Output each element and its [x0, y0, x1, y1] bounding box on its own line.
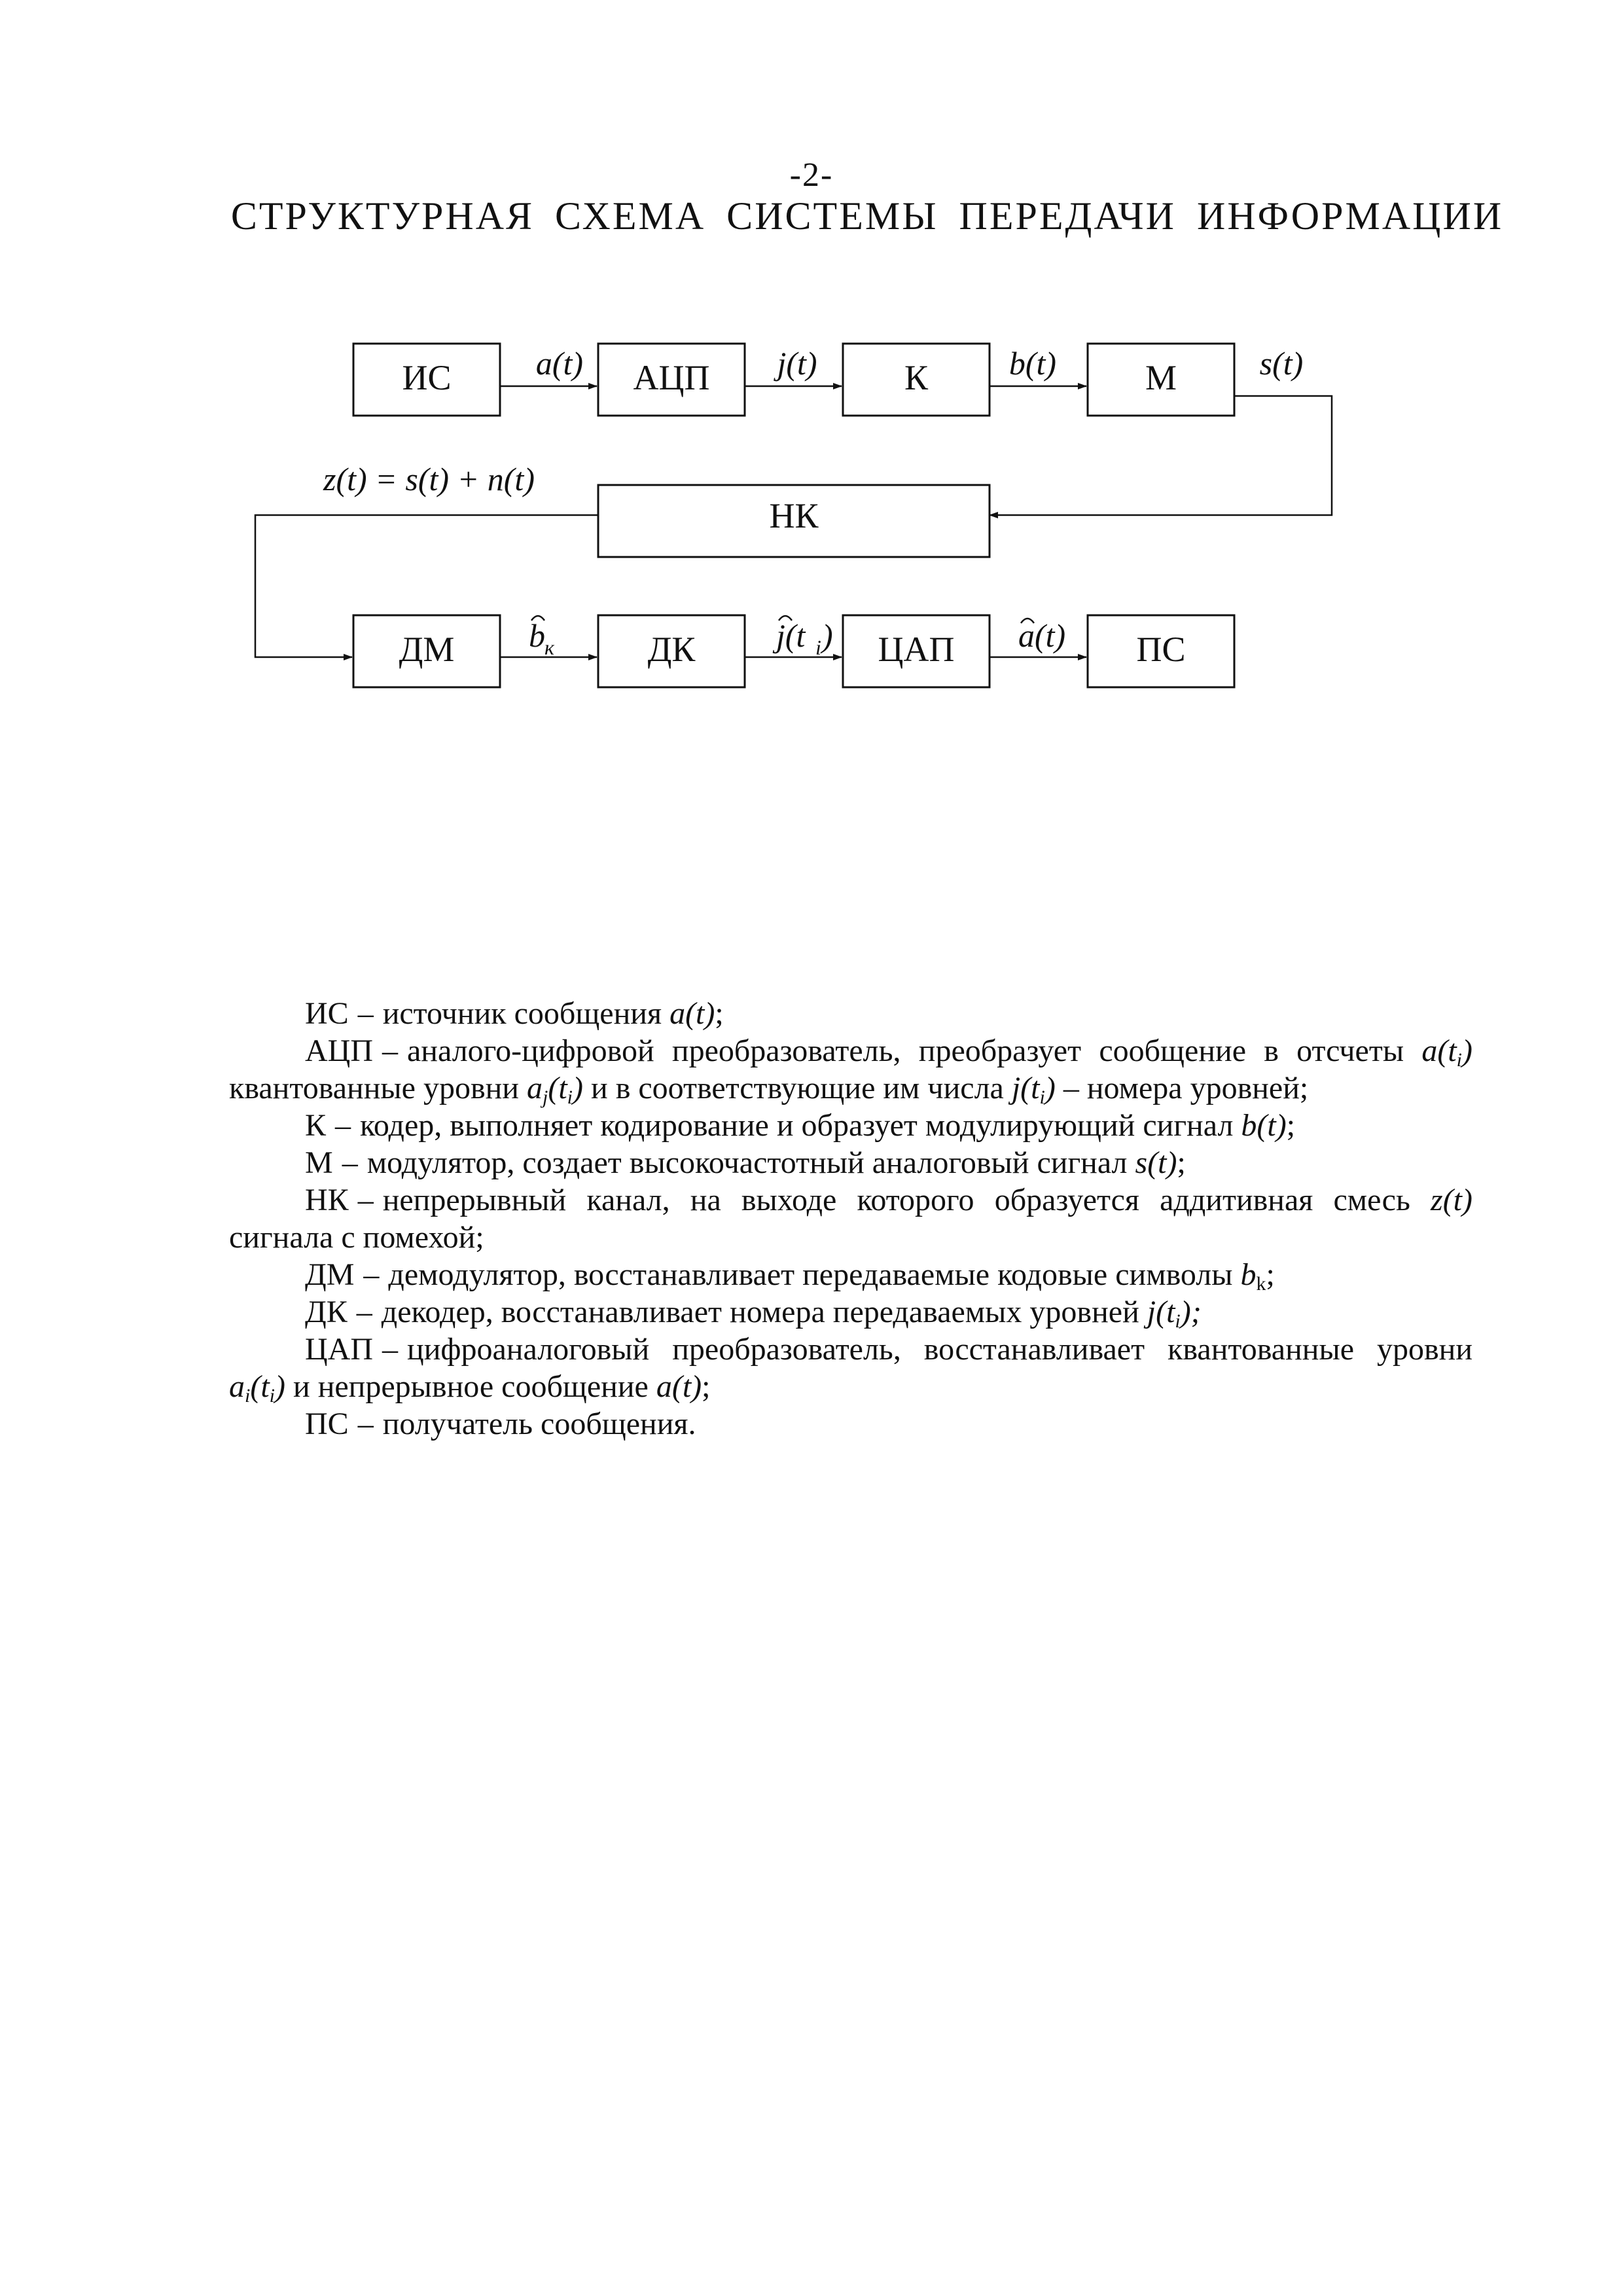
signal-a-t-hat-main: a(t) — [1018, 617, 1066, 654]
block-ps-label: ПС — [1136, 630, 1186, 669]
signal-j-ti-hat-close: ) — [822, 617, 833, 654]
legend-sym1-acp: a(t — [1421, 1033, 1457, 1068]
block-m-label: М — [1145, 358, 1177, 397]
signal-b-k-hat-sub: к — [544, 636, 554, 659]
legend-sym2-end-acp: ) — [573, 1071, 583, 1105]
signal-j-ti-hat-sub: i — [815, 636, 821, 659]
legend-sym1-sub2-cap: i — [269, 1385, 276, 1407]
legend-dash-m: – — [342, 1145, 358, 1180]
signal-j-ti-hat-main: j(t — [776, 617, 806, 654]
legend-text-m: модулятор, создает высокочастотный аналоговый сигнал — [366, 1145, 1128, 1180]
legend-text1-cap: цифроаналоговый преобразователь, восстанавливает квантованные уровни — [407, 1332, 1472, 1367]
block-k — [843, 344, 990, 416]
legend-abbr-dk: ДК — [305, 1295, 348, 1329]
legend-sym1-sub-cap: i — [245, 1385, 251, 1407]
legend-dash-is: – — [357, 996, 374, 1031]
legend-text3-acp: и в соответствующие им числа — [591, 1071, 1004, 1105]
legend-sym-sub-dm: k — [1256, 1273, 1266, 1295]
legend-text1-acp: аналого-цифровой преобразователь, преобразует сообщение в отсчеты — [407, 1033, 1404, 1068]
legend-sym-dm: b — [1240, 1257, 1257, 1292]
legend-abbr-dm: ДМ — [305, 1257, 355, 1292]
legend-abbr-k: К — [305, 1108, 327, 1143]
block-k-label: К — [904, 358, 929, 397]
signal-s-t: s(t) — [1259, 345, 1304, 382]
legend-end-cap: ; — [702, 1369, 711, 1404]
signal-b-k-hat — [529, 616, 555, 659]
legend-sym2-sub2-acp: i — [567, 1086, 573, 1108]
legend-text2-acp: квантованные уровни — [229, 1071, 519, 1105]
legend-text-is: источник сообщения — [382, 996, 662, 1031]
block-is — [353, 344, 500, 416]
legend-sym-end-dk: ); — [1180, 1295, 1202, 1329]
line-m-to-nk — [990, 396, 1332, 515]
legend-text2-cap: и непрерывное сообщение — [293, 1369, 649, 1404]
legend-text-k: кодер, выполняет кодирование и образует модулирующий сигнал — [360, 1108, 1234, 1143]
legend-sym-m: s(t) — [1135, 1145, 1177, 1180]
signal-j-t: j(t) — [777, 345, 817, 382]
page-number: -2- — [789, 156, 834, 194]
page-title: СТРУКТУРНАЯ СХЕМА СИСТЕМЫ ПЕРЕДАЧИ ИНФОРМАЦИИ — [230, 194, 1504, 238]
block-cap-label: ЦАП — [878, 630, 955, 669]
legend-sym1-sub-acp: i — [1456, 1049, 1463, 1071]
legend-sym-nk: z(t) — [1431, 1183, 1472, 1217]
block-acp-label: АЦП — [633, 358, 710, 397]
legend-sym-k: b(t) — [1241, 1108, 1287, 1143]
legend-text-dk: декодер, восстанавливает номера передаваемых уровней — [381, 1295, 1139, 1329]
block-is-label: ИС — [402, 358, 452, 397]
block-nk-label: НК — [769, 496, 819, 535]
legend-dash-ps: – — [357, 1407, 374, 1441]
legend-abbr-m: М — [305, 1145, 333, 1180]
block-ps — [1088, 615, 1234, 687]
legend-text-dm: демодулятор, восстанавливает передаваемые кодовые символы — [388, 1257, 1233, 1292]
legend-sym3-acp: j(t — [1011, 1071, 1040, 1105]
legend-text1-nk: непрерывный канал, на выходе которого образуется аддитивная смесь — [382, 1183, 1410, 1217]
legend-abbr-is: ИС — [305, 996, 349, 1031]
legend-end-m: ; — [1177, 1145, 1186, 1180]
legend-end-dm: ; — [1266, 1257, 1275, 1292]
legend-end-is: ; — [715, 996, 724, 1031]
legend-abbr-acp: АЦП — [305, 1033, 373, 1068]
legend-item-is — [229, 995, 1472, 1032]
legend-item-dk — [229, 1293, 1472, 1331]
signal-b-k-hat-main: b — [529, 617, 545, 654]
signal-a-t-hat — [1018, 617, 1065, 654]
legend-abbr-cap: ЦАП — [305, 1332, 373, 1367]
block-dk-label: ДК — [647, 630, 696, 669]
legend-text-ps: получатель сообщения. — [382, 1407, 696, 1441]
block-acp — [598, 344, 745, 416]
signal-a-t: a(t) — [535, 345, 584, 382]
legend-sym-dk: j(t — [1147, 1295, 1175, 1329]
legend-sym1-mid-cap: (t — [250, 1369, 270, 1404]
legend-dash-k: – — [335, 1108, 351, 1143]
block-cap — [843, 615, 990, 687]
legend-dash-dk: – — [356, 1295, 372, 1329]
block-dm — [353, 615, 500, 687]
legend-sym1-end-acp: ) — [1462, 1033, 1472, 1068]
legend-item-nk — [229, 1181, 1472, 1256]
legend-item-dm — [229, 1256, 1472, 1293]
signal-b-t: b(t) — [1008, 345, 1057, 382]
block-diagram — [0, 0, 1623, 785]
legend-sym-sub-dk: i — [1175, 1310, 1181, 1332]
legend-sym-is: a(t) — [669, 996, 715, 1031]
legend-sym3-sub-acp: i — [1039, 1086, 1045, 1108]
legend-sym2-sub-acp: j — [543, 1086, 548, 1108]
legend-sym1-cap: a — [229, 1369, 245, 1404]
legend-item-cap — [229, 1331, 1472, 1405]
legend-text4-acp: – номера уровней; — [1063, 1071, 1309, 1105]
legend-item-k — [229, 1107, 1472, 1144]
legend-sym2-mid-acp: (t — [548, 1071, 567, 1105]
legend-sym2-acp: a — [527, 1071, 543, 1105]
legend — [229, 995, 1472, 1443]
legend-dash-cap: – — [382, 1332, 398, 1367]
legend-dash-nk: – — [357, 1183, 374, 1217]
legend-abbr-nk: НК — [305, 1183, 349, 1217]
legend-abbr-ps: ПС — [305, 1407, 349, 1441]
block-dk — [598, 615, 745, 687]
legend-end-k: ; — [1286, 1108, 1296, 1143]
block-dm-label: ДМ — [399, 630, 455, 669]
legend-sym2-cap: a(t) — [656, 1369, 702, 1404]
block-m — [1088, 344, 1234, 416]
legend-sym1-end-cap: ) — [275, 1369, 285, 1404]
legend-item-ps — [229, 1405, 1472, 1443]
signal-z-t: z(t) = s(t) + n(t) — [323, 461, 535, 497]
block-nk — [598, 485, 990, 557]
legend-item-m — [229, 1144, 1472, 1181]
legend-dash-dm: – — [363, 1257, 380, 1292]
legend-item-acp — [229, 1032, 1472, 1107]
legend-text2-nk: сигнала с помехой; — [229, 1220, 484, 1255]
signal-j-ti-hat — [772, 616, 833, 659]
legend-sym3-end-acp: ) — [1044, 1071, 1056, 1105]
legend-dash-acp: – — [382, 1033, 398, 1068]
